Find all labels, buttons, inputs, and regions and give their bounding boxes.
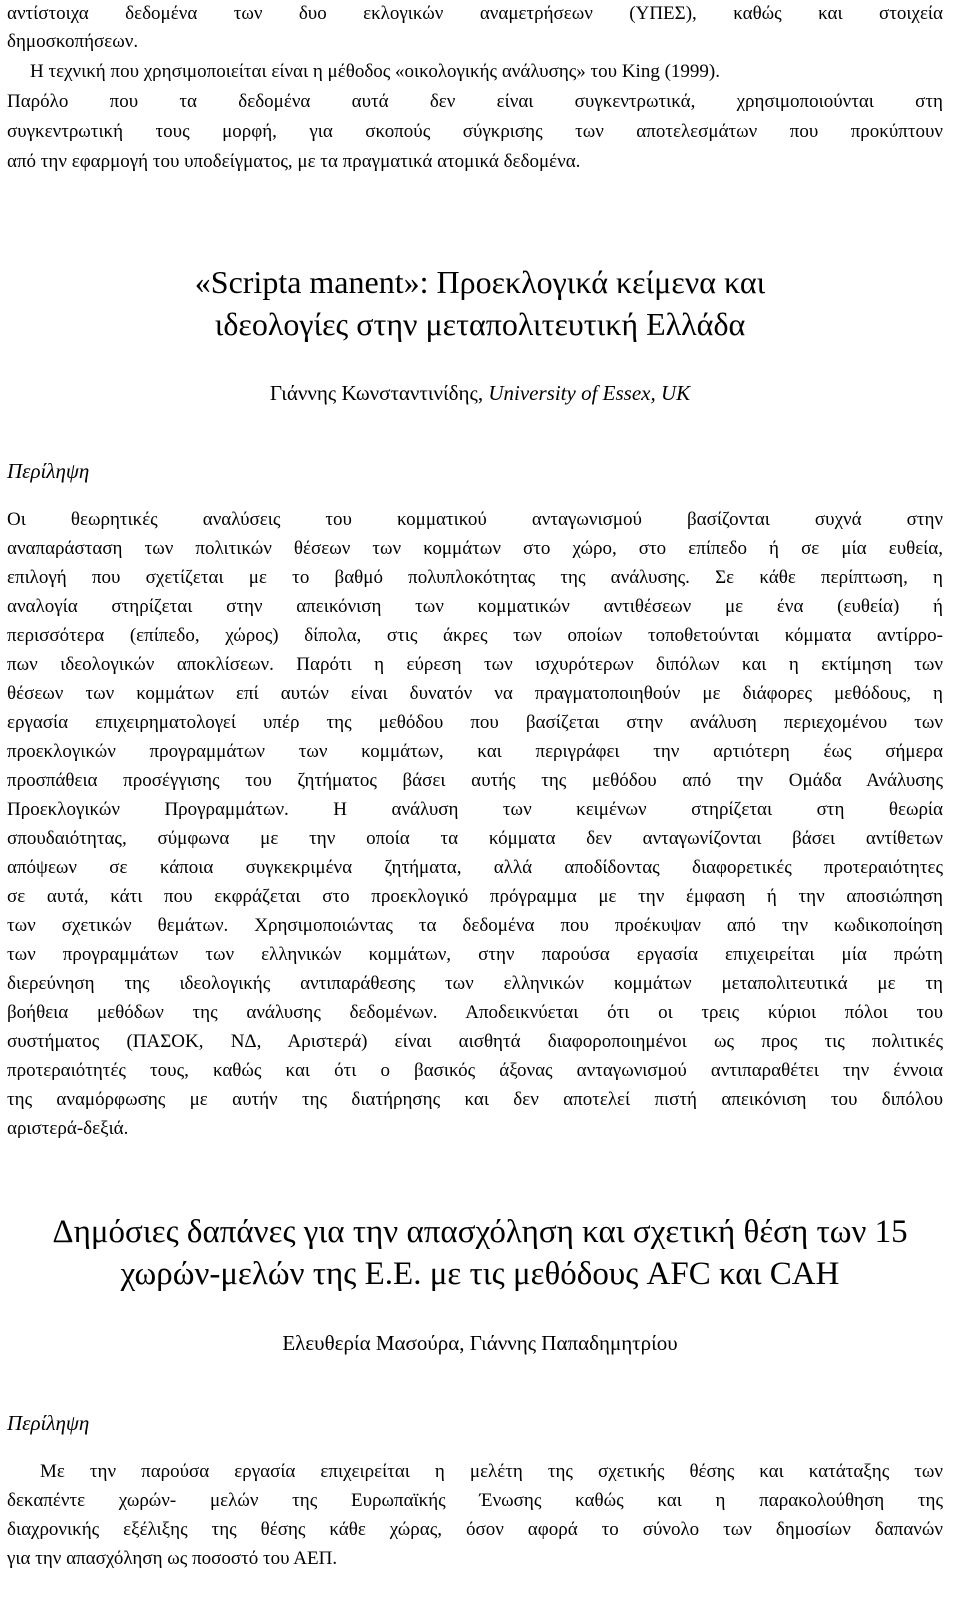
article1-abstract-line-10: προσπάθεια προσέγγισης του ζητήματος βάσει αυτής της μεθόδου από την Ομάδα Ανάλυσης <box>7 770 943 791</box>
article2-title-line-2: χωρών-μελών της Ε.Ε. με τις μεθόδους AFC και CAH <box>120 1256 840 1292</box>
article1-abstract-line-20: προτεραιότητές τους, καθώς και ότι ο βασικός άξονας ανταγωνισμού αντιπαραθέτει την έννοια <box>7 1060 943 1081</box>
intro-line-5: συγκεντρωτική τους μορφή, για σκοπούς σύγκρισης των αποτελεσμάτων που προκύπτουν <box>7 121 943 142</box>
intro-line-3: Η τεχνική που χρησιμοποιείται είναι η μέθοδος «οικολογικής ανάλυσης» του King (1999). <box>30 61 720 82</box>
article1-abstract-line-14: σε αυτά, κάτι που εκφράζεται στο προεκλογικό πρόγραμμα με την έμφαση ή την αποσιώπηση <box>7 886 943 907</box>
article2-title-line-1: Δημόσιες δαπάνες για την απασχόληση και σχετική θέση των 15 <box>52 1214 908 1250</box>
article2-abstract-line-1: Με την παρούσα εργασία επιχειρείται η μελέτη της σχετικής θέσης και κατάταξης των <box>40 1461 943 1482</box>
article1-abstract-line-11: Προεκλογικών Προγραμμάτων. Η ανάλυση των κειμένων στηρίζεται στη θεωρία <box>7 799 943 820</box>
article1-abstract-line-19: συστήματος (ΠΑΣΟΚ, ΝΔ, Αριστερά) είναι αισθητά διαφοροποιημένοι ως προς τις πολιτικές <box>7 1031 943 1052</box>
article2-abstract-line-2: δεκαπέντε χωρών- μελών της Ευρωπαϊκής Ένωσης καθώς και η παρακολούθηση της <box>7 1490 943 1511</box>
article1-abstract-line-6: πων ιδεολογικών αποκλίσεων. Παρότι η εύρεση των ισχυρότερων διπόλων και η εκτίμηση των <box>7 654 943 675</box>
article1-abstract-line-5: περισσότερα (επίπεδο, χώρος) δίπολα, στις άκρες των οποίων τοποθετούνται κόμματα αντίρρο- <box>7 625 943 646</box>
article1-title-line-2: ιδεολογίες στην μεταπολιτευτική Ελλάδα <box>214 306 746 342</box>
intro-line-4: Παρόλο που τα δεδομένα αυτά δεν είναι συγκεντρωτικά, χρησιμοποιούνται στη <box>7 91 943 112</box>
article1-abstract-line-8: εργασία επιχειρηματολογεί υπέρ της μεθόδου που βασίζεται στην ανάλυση περιεχομένου των <box>7 712 943 733</box>
article1-abstract-line-2: αναπαράσταση των πολιτικών θέσεων των κομμάτων στο χώρο, στο επίπεδο ή σε μία ευθεία, <box>7 538 943 559</box>
article2-authors: Ελευθερία Μασούρα, Γιάννης Παπαδημητρίου <box>282 1331 678 1355</box>
article1-abstract-line-12: σπουδαιότητας, σύμφωνα με την οποία τα κόμματα δεν ανταγωνίζονται βάσει αντίθετων <box>7 828 943 849</box>
article1-abstract-line-3: επιλογή που σχετίζεται με το βαθμό πολυπλοκότητας της ανάλυσης. Σε κάθε περίπτωση, η <box>7 567 943 588</box>
intro-line-2: δημοσκοπήσεων. <box>7 31 139 52</box>
article1-abstract-line-16: των προγραμμάτων των ελληνικών κομμάτων, στην παρούσα εργασία επιχειρείται μία πρώτη <box>7 944 943 965</box>
article1-abstract-line-9: προεκλογικών προγραμμάτων των κομμάτων, και περιγράφει την αρτιότερη έως σήμερα <box>7 741 943 762</box>
article2-abstract-line-4: για την απασχόληση ως ποσοστό του ΑΕΠ. <box>7 1548 338 1569</box>
article1-abstract-line-18: βοήθεια μεθόδων της ανάλυσης δεδομένων. Αποδεικνύεται ότι οι τρεις κύριοι πόλοι του <box>7 1002 943 1023</box>
article1-abstract-line-17: διερεύνηση της ιδεολογικής αντιπαράθεσης των ελληνικών κομμάτων μεταπολιτευτικά με τη <box>7 973 943 994</box>
article1-abstract-line-13: απόψεων σε κάποια συγκεκριμένα ζητήματα, αλλά αποδίδοντας διαφορετικές προτεραιότητες <box>7 857 943 878</box>
article2-abstract-line-3: διαχρονικής εξέλιξης της θέσης κάθε χώρας, όσον αφορά το σύνολο των δημοσίων δαπανών <box>7 1519 943 1540</box>
article1-author <box>0 380 960 406</box>
intro-line-1: αντίστοιχα δεδομένα των δυο εκλογικών αναμετρήσεων (ΥΠΕΣ), καθώς και στοιχεία <box>7 3 943 24</box>
article1-abstract-line-21: της αναμόρφωσης με αυτήν της διατήρησης και δεν αποτελεί πιστή απεικόνιση του διπόλου <box>7 1089 943 1110</box>
article2-abstract-heading: Περίληψη <box>7 1411 90 1435</box>
article1-abstract-line-4: αναλογία στηρίζεται στην απεικόνιση των κομματικών αντιθέσεων με ένα (ευθεία) ή <box>7 596 943 617</box>
intro-line-6: από την εφαρμογή του υποδείγματος, με τα πραγματικά ατομικά δεδομένα. <box>7 151 581 172</box>
article1-abstract-line-1: Οι θεωρητικές αναλύσεις του κομματικού ανταγωνισμού βασίζονται συχνά στην <box>7 509 943 530</box>
article1-title-line-1: «Scripta manent»: Προεκλογικά κείμενα και <box>194 264 766 300</box>
article1-abstract-line-7: θέσεων των κομμάτων επί αυτών είναι δυνατόν να πραγματοποιηθούν με διάφορες μεθόδους, η <box>7 683 943 704</box>
article1-abstract-heading: Περίληψη <box>7 459 90 483</box>
article1-author-name: Γιάννης Κωνσταντινίδης, <box>269 381 489 405</box>
article1-abstract-line-15: των σχετικών θεμάτων. Χρησιμοποιώντας τα δεδομένα που προέκυψαν από την κωδικοποίηση <box>7 915 943 936</box>
article1-abstract-line-22: αριστερά-δεξιά. <box>7 1118 129 1139</box>
article1-author-affiliation: University of Essex, UK <box>488 381 691 405</box>
